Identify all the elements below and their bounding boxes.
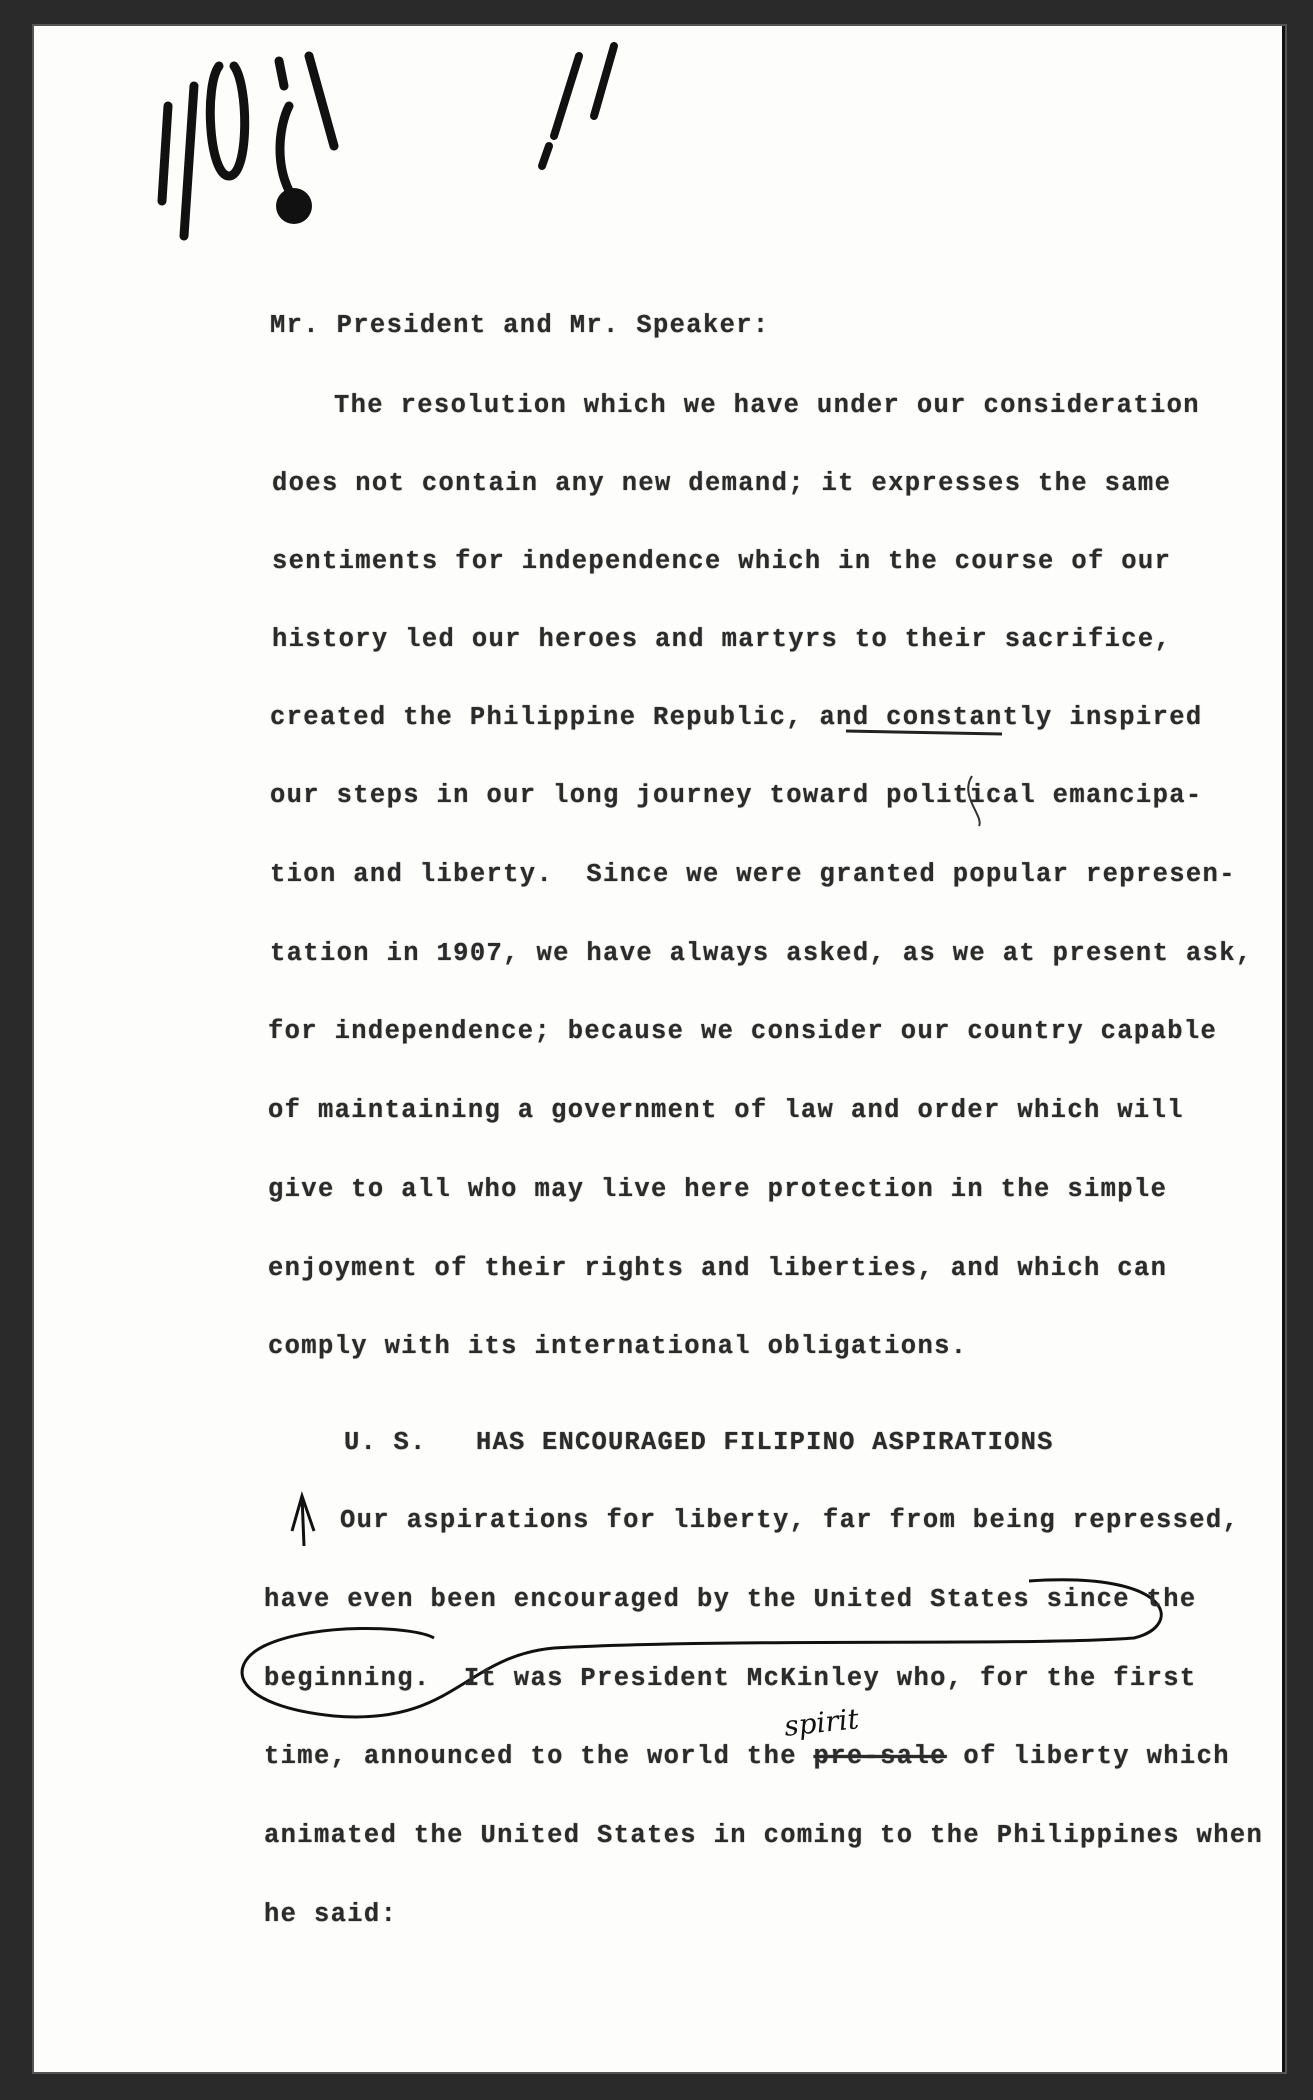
- paragraph-line: of maintaining a government of law and order which will: [268, 1096, 1184, 1125]
- paragraph-line: sentiments for independence which in the course of our: [272, 547, 1172, 576]
- paragraph-line: for independence; because we consider our country capable: [268, 1017, 1218, 1046]
- handwritten-page-number-right: [542, 46, 614, 166]
- paragraph-line: Our aspirations for liberty, far from being repressed,: [340, 1506, 1240, 1535]
- insertion-caret: [292, 1496, 314, 1546]
- paragraph-line: comply with its international obligations.: [268, 1332, 968, 1361]
- handwritten-insertion: spirit: [782, 1702, 861, 1743]
- line-text: of liberty which: [946, 1742, 1230, 1771]
- handwritten-page-number-left: [162, 56, 334, 236]
- section-heading: U. S. HAS ENCOURAGED FILIPINO ASPIRATIONS: [344, 1428, 1054, 1457]
- paragraph-line: beginning. It was President McKinley who, for the first: [264, 1664, 1197, 1693]
- paragraph-line: [264, 1742, 1230, 1771]
- line-text: time, announced to the world the: [264, 1742, 814, 1771]
- paragraph-line: he said:: [264, 1900, 398, 1929]
- paragraph-line: created the Philippine Republic, and constantly inspired: [270, 703, 1203, 732]
- document-page: [34, 26, 1285, 2072]
- paragraph-line: give to all who may live here protection in the simple: [268, 1175, 1168, 1204]
- struck-word: pre-sale: [813, 1742, 947, 1771]
- paragraph-line: enjoyment of their rights and liberties, and which can: [268, 1254, 1168, 1283]
- salutation: Mr. President and Mr. Speaker:: [270, 311, 770, 340]
- paragraph-line: animated the United States in coming to the Philippines when: [264, 1821, 1264, 1850]
- paragraph-line: The resolution which we have under our consideration: [334, 391, 1200, 420]
- paragraph-line: history led our heroes and martyrs to their sacrifice,: [272, 625, 1172, 654]
- paragraph-line: does not contain any new demand; it expresses the same: [272, 469, 1172, 498]
- paragraph-line: our steps in our long journey toward political emancipa-: [270, 781, 1203, 810]
- paragraph-line: have even been encouraged by the United States since the: [264, 1585, 1197, 1614]
- paragraph-line: tation in 1907, we have always asked, as we at present ask,: [270, 939, 1253, 968]
- paragraph-line: tion and liberty. Since we were granted popular represen-: [270, 860, 1236, 889]
